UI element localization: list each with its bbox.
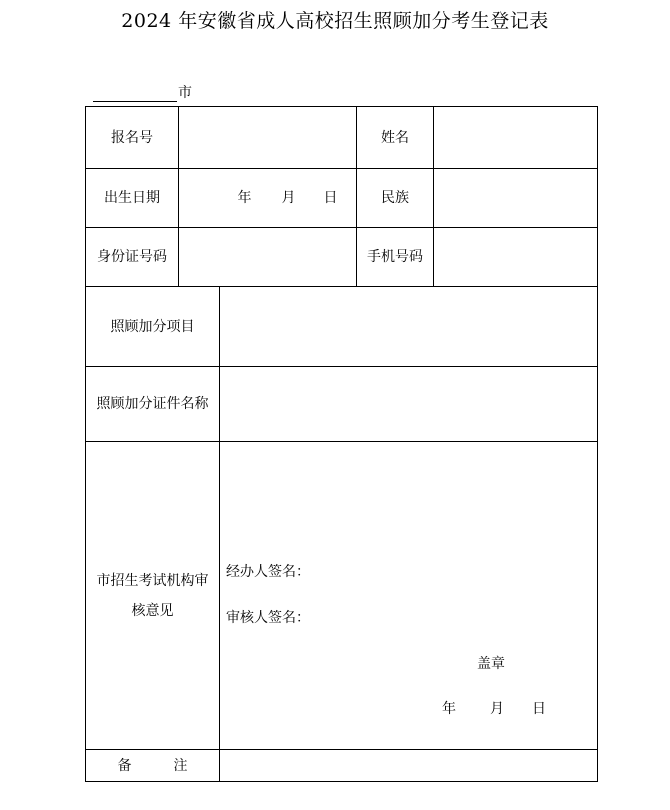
city-blank-field[interactable] (93, 87, 177, 102)
birth-date-field[interactable] (179, 169, 357, 228)
birth-year-unit: 年 (237, 190, 252, 206)
ethnicity-label: 民族 (357, 169, 434, 228)
id-number-field[interactable] (179, 228, 357, 287)
review-opinion-area[interactable] (220, 442, 597, 750)
reviewer-signature-label: 审核人签名： (226, 610, 310, 626)
review-day-unit: 日 (532, 701, 546, 717)
page-title: 2024 年安徽省成人高校招生照顾加分考生登记表 (121, 10, 549, 32)
review-opinion-label: 市招生考试机构审核意见 (86, 442, 220, 750)
birth-date-label: 出生日期 (86, 169, 179, 228)
review-month-unit: 月 (490, 701, 504, 717)
bonus-cert-label: 照顾加分证件名称 (86, 367, 220, 442)
review-year-unit: 年 (442, 701, 456, 717)
bonus-item-label: 照顾加分项目 (86, 287, 220, 367)
remark-label: 备 注 (86, 750, 220, 781)
registration-form-table (85, 106, 598, 782)
city-suffix: 市 (178, 85, 192, 101)
name-field[interactable] (434, 107, 597, 169)
review-date (442, 694, 546, 724)
seal-label: 盖章 (477, 656, 505, 672)
phone-label: 手机号码 (357, 228, 434, 287)
id-number-label: 身份证号码 (86, 228, 179, 287)
birth-day-unit: 日 (323, 190, 338, 206)
bonus-cert-field[interactable] (220, 367, 597, 442)
reg-no-field[interactable] (179, 107, 357, 169)
handler-signature-label: 经办人签名： (226, 564, 310, 580)
name-label: 姓名 (357, 107, 434, 169)
remark-field[interactable] (220, 750, 597, 781)
city-line (93, 82, 192, 102)
ethnicity-field[interactable] (434, 169, 597, 228)
birth-month-unit: 月 (281, 190, 296, 206)
phone-field[interactable] (434, 228, 597, 287)
bonus-item-field[interactable] (220, 287, 597, 367)
review-content (220, 442, 597, 750)
reg-no-label: 报名号 (86, 107, 179, 169)
